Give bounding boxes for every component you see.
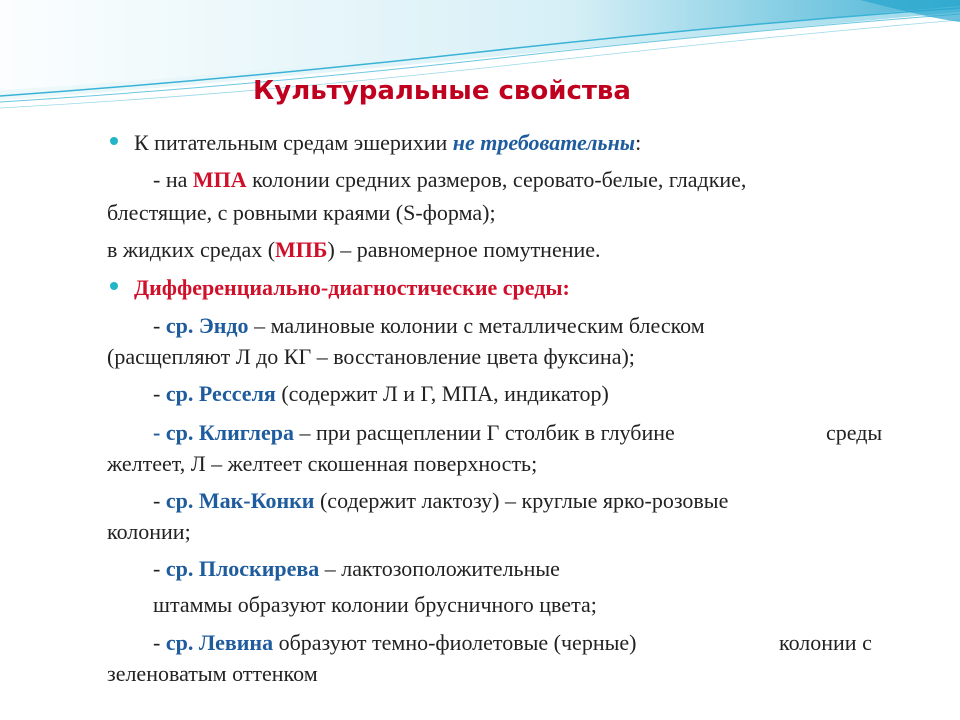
mpa-line-cont: блестящие, с ровными краями (S-форма); (107, 200, 496, 225)
media-text: – лактозоположительные (319, 556, 560, 581)
media-macconkey (153, 488, 728, 514)
media-name: ср. Левина (165, 630, 274, 655)
media-text: образуют темно-фиолетовые (черные) (273, 630, 637, 655)
bullet-1-colon: : (635, 130, 642, 155)
media-name: ср. Клиглера (165, 420, 295, 445)
mpa-line (153, 167, 746, 193)
media-endo (153, 313, 705, 339)
slide-title: Культуральные свойства (253, 76, 631, 106)
bullet-icon (110, 282, 118, 290)
mpb-prefix: в жидких средах ( (107, 237, 276, 262)
mpa-prefix: - на (153, 167, 193, 192)
media-text: – при расщеплении Г столбик в глубине (294, 420, 675, 445)
media-macconkey-cont: колонии; (107, 519, 191, 544)
media-text: (содержит лактозу) – круглые ярко-розовые (314, 488, 729, 513)
mpb-highlight: МПБ (275, 237, 328, 262)
bullet-1 (134, 130, 641, 156)
media-dash: - (153, 381, 166, 406)
media-dash: - (153, 630, 166, 655)
media-ploskirev (153, 556, 560, 582)
media-levin-tail: колонии с (779, 630, 872, 655)
media-kligler-tail: среды (826, 420, 883, 445)
media-kligler-cont: желтеет, Л – желтеет скошенная поверхность; (107, 451, 538, 476)
media-name: ср. Эндо (165, 313, 249, 338)
mpb-line (107, 237, 601, 263)
mpb-rest: ) – равномерное помутнение. (327, 237, 601, 262)
media-name: ср. Мак-Конки (165, 488, 315, 513)
media-dash: - (153, 313, 166, 338)
bullet-1-text: К питательным средам эшерихии (134, 130, 453, 155)
media-endo-cont: (расщепляют Л до КГ – восстановление цвета фуксина); (107, 344, 635, 369)
media-dash: - (153, 488, 166, 513)
bullet-icon (110, 137, 118, 145)
media-name: ср. Ресселя (165, 381, 276, 406)
media-name: ср. Плоскирева (165, 556, 320, 581)
media-dash: - (153, 420, 166, 445)
mpa-highlight: МПА (192, 167, 247, 192)
media-dash: - (153, 556, 166, 581)
media-ploskirev-cont: штаммы образуют колонии брусничного цвета; (153, 592, 597, 617)
media-levin-cont: зеленоватым оттенком (107, 661, 318, 686)
media-kligler (153, 420, 675, 446)
media-ressel (153, 381, 609, 407)
bullet-2: Дифференциально-диагностические среды: (134, 275, 570, 300)
bullet-1-emphasis: не требовательны (452, 130, 636, 155)
media-text: – малиновые колонии с металлическим блеском (248, 313, 705, 338)
media-levin (153, 630, 636, 656)
media-text: (содержит Л и Г, МПА, индикатор) (275, 381, 609, 406)
mpa-rest: колонии средних размеров, серовато-белые, гладкие, (246, 167, 747, 192)
